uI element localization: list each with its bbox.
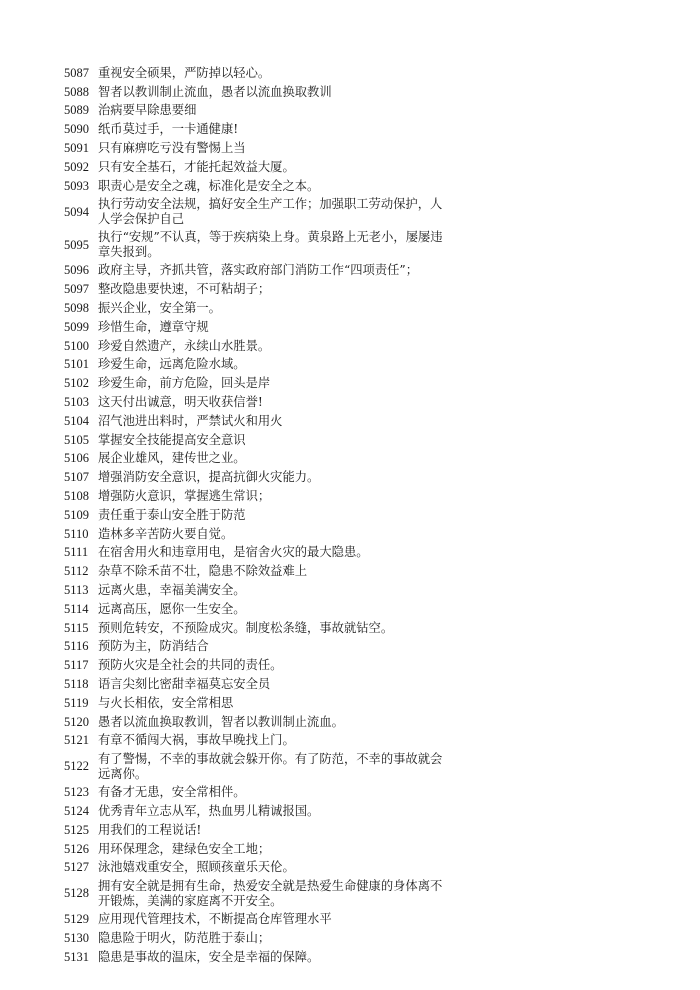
item-text: 在宿舍用火和违章用电，是宿舍火灾的最大隐患。 <box>98 545 369 560</box>
item-text: 远离高压，愿你一生安全。 <box>98 601 246 616</box>
item-number: 5094 <box>64 204 89 219</box>
list-item <box>64 732 624 751</box>
item-text: 只有安全基石，才能托起效益大厦。 <box>98 159 295 174</box>
list-item <box>64 581 624 600</box>
list-item <box>64 713 624 732</box>
item-number: 5102 <box>64 376 89 391</box>
item-text: 有了警惕，不幸的事故就会躲开你。有了防范，不幸的事故就会远离你。 <box>98 751 443 781</box>
item-text: 优秀青年立志从军，热血男儿精诚报国。 <box>98 803 320 818</box>
list-item <box>64 450 624 469</box>
item-number: 5088 <box>64 84 89 99</box>
list-item <box>64 393 624 412</box>
item-number: 5093 <box>64 178 89 193</box>
item-text: 造林多辛苦防火要自觉。 <box>98 526 234 541</box>
item-number: 5123 <box>64 785 89 800</box>
item-number: 5100 <box>64 338 89 353</box>
list-item <box>64 694 624 713</box>
item-text: 与火长相依，安全常相思 <box>98 695 234 710</box>
list-item <box>64 412 624 431</box>
list-item <box>64 506 624 525</box>
list-item <box>64 337 624 356</box>
item-number: 5114 <box>64 601 89 616</box>
item-text: 纸币莫过手，一卡通健康! <box>98 122 239 137</box>
item-text: 整改隐患要快速，不可粘胡子； <box>98 282 271 297</box>
item-text: 预则危转安，不预险成灾。制度松条缝，事故就钻空。 <box>98 620 394 635</box>
item-text: 重视安全硕果，严防掉以轻心。 <box>98 65 271 80</box>
item-text: 杂草不除禾苗不壮，隐患不除效益难上 <box>98 564 308 579</box>
list-item <box>64 840 624 859</box>
item-number: 5128 <box>64 886 89 901</box>
item-text: 远离火患，幸福美满安全。 <box>98 583 246 598</box>
item-text: 有备才无患，安全常相伴。 <box>98 785 246 800</box>
item-text: 用环保理念，建绿色安全工地； <box>98 841 271 856</box>
list-item <box>64 525 624 544</box>
item-number: 5115 <box>64 620 89 635</box>
list-item <box>64 299 624 318</box>
item-text: 隐患是事故的温床，安全是幸福的保障。 <box>98 949 320 964</box>
list-item <box>64 280 624 299</box>
list-item <box>64 120 624 139</box>
item-text: 只有麻痹吃亏没有警惕上当 <box>98 141 246 156</box>
item-number: 5130 <box>64 930 89 945</box>
list-item <box>64 158 624 177</box>
item-text: 责任重于泰山安全胜于防范 <box>98 507 246 522</box>
item-text: 治病要早除患要细 <box>98 103 197 118</box>
item-text: 珍惜生命，遵章守规 <box>98 319 209 334</box>
item-number: 5129 <box>64 912 89 927</box>
list-item <box>64 802 624 821</box>
item-number: 5131 <box>64 949 89 964</box>
item-number: 5124 <box>64 803 89 818</box>
list-item <box>64 487 624 506</box>
item-number: 5107 <box>64 470 89 485</box>
item-number: 5091 <box>64 141 89 156</box>
item-text: 预防为主，防消结合 <box>98 639 209 654</box>
list-item <box>64 750 624 783</box>
list-item <box>64 948 624 967</box>
list-item <box>64 929 624 948</box>
item-number: 5099 <box>64 319 89 334</box>
item-text: 智者以教训制止流血，愚者以流血换取教训 <box>98 84 332 99</box>
list-item <box>64 656 624 675</box>
item-text: 这天付出诚意，明天收获信誉! <box>98 395 263 410</box>
item-number: 5104 <box>64 413 89 428</box>
item-text: 执行劳动安全法规，搞好安全生产工作；加强职工劳动保护，人人学会保护自己 <box>98 197 443 227</box>
item-number: 5090 <box>64 122 89 137</box>
item-text: 执行“安规”不认真，等于疾病染上身。黄泉路上无老小，屡屡违章失报到。 <box>98 230 443 260</box>
item-text: 拥有安全就是拥有生命，热爱安全就是热爱生命健康的身体离不开锻炼，美满的家庭离不开安全。 <box>98 878 443 908</box>
item-text: 预防火灾是全社会的共同的责任。 <box>98 658 283 673</box>
item-text: 增强消防安全意识，提高抗御火灾能力。 <box>98 470 320 485</box>
item-number: 5125 <box>64 822 89 837</box>
item-number: 5096 <box>64 263 89 278</box>
list-item <box>64 196 624 229</box>
item-number: 5119 <box>64 695 89 710</box>
list-item <box>64 139 624 158</box>
item-text: 隐患险于明火，防范胜于泰山； <box>98 930 271 945</box>
list-item <box>64 229 624 262</box>
item-text: 愚者以流血换取教训，智者以教训制止流血。 <box>98 714 344 729</box>
list-item <box>64 562 624 581</box>
item-text: 珍爱生命，远离危险水域。 <box>98 357 246 372</box>
item-number: 5118 <box>64 677 89 691</box>
list-item <box>64 262 624 281</box>
list-item <box>64 821 624 840</box>
item-text: 珍爱生命，前方危险，回头是岸 <box>98 376 271 391</box>
item-number: 5116 <box>64 639 89 654</box>
item-number: 5103 <box>64 395 89 410</box>
list-item <box>64 600 624 619</box>
item-number: 5127 <box>64 860 89 875</box>
item-number: 5117 <box>64 658 89 673</box>
item-number: 5087 <box>64 65 89 80</box>
item-number: 5111 <box>64 545 89 560</box>
list-item <box>64 468 624 487</box>
item-number: 5105 <box>64 432 89 447</box>
list-item <box>64 431 624 450</box>
item-text: 政府主导，齐抓共管，落实政府部门消防工作“四项责任”； <box>98 263 418 278</box>
list-item <box>64 83 624 102</box>
list-item <box>64 619 624 638</box>
item-number: 5095 <box>64 237 89 252</box>
list-item <box>64 877 624 910</box>
list-item <box>64 177 624 196</box>
item-number: 5126 <box>64 841 89 856</box>
list-item <box>64 356 624 375</box>
item-number: 5092 <box>64 159 89 174</box>
item-number: 5108 <box>64 489 89 504</box>
list-item <box>64 858 624 877</box>
list-item <box>64 638 624 657</box>
item-number: 5112 <box>64 564 89 579</box>
item-number: 5110 <box>64 526 89 541</box>
item-text: 有章不循闯大祸，事故早晚找上门。 <box>98 733 295 748</box>
item-text: 用我们的工程说话! <box>98 822 202 837</box>
item-number: 5121 <box>64 733 89 748</box>
item-number: 5113 <box>64 583 89 598</box>
item-number: 5101 <box>64 357 89 372</box>
list-item <box>64 64 624 83</box>
item-text: 语言尖刻比密甜幸福莫忘安全员 <box>98 677 271 691</box>
list-item <box>64 374 624 393</box>
list-item <box>64 675 624 694</box>
item-text: 展企业雄风，建传世之业。 <box>98 451 246 466</box>
item-number: 5097 <box>64 282 89 297</box>
item-text: 职责心是安全之魂，标准化是安全之本。 <box>98 178 320 193</box>
item-number: 5089 <box>64 103 89 118</box>
item-number: 5106 <box>64 451 89 466</box>
list-item <box>64 783 624 802</box>
item-text: 掌握安全技能提高安全意识 <box>98 432 246 447</box>
item-number: 5098 <box>64 301 89 316</box>
item-text: 应用现代管理技术，不断提高仓库管理水平 <box>98 912 332 927</box>
list-item <box>64 318 624 337</box>
item-text: 泳池嬉戏重安全，照顾孩童乐天伦。 <box>98 860 295 875</box>
list-item <box>64 544 624 563</box>
item-text: 沼气池进出料时，严禁试火和用火 <box>98 413 283 428</box>
list-item <box>64 910 624 929</box>
item-text: 振兴企业，安全第一。 <box>98 301 221 316</box>
item-number: 5122 <box>64 759 89 774</box>
item-text: 珍爱自然遗产，永续山水胜景。 <box>98 338 271 353</box>
item-number: 5109 <box>64 507 89 522</box>
item-text: 增强防火意识，掌握逃生常识； <box>98 489 271 504</box>
list-item <box>64 102 624 121</box>
slogan-list <box>64 64 624 967</box>
item-number: 5120 <box>64 714 89 729</box>
